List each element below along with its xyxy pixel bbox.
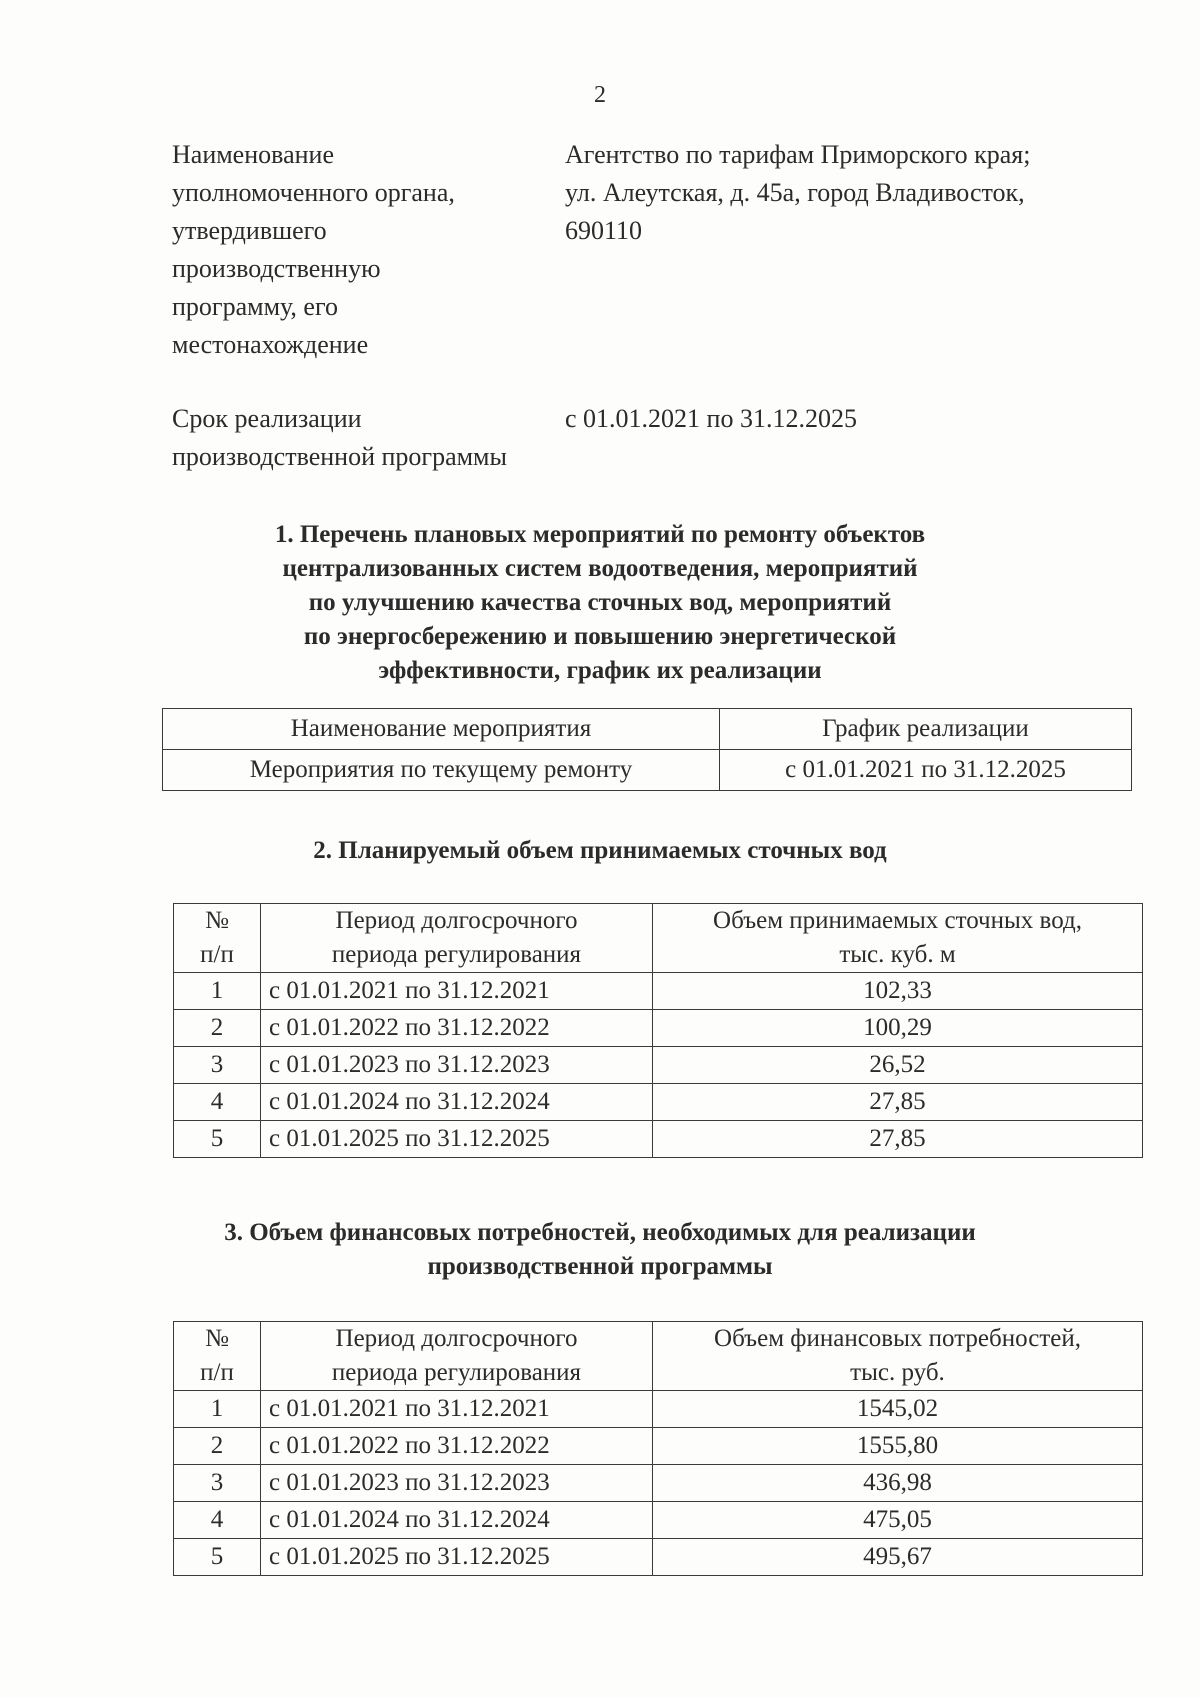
row-period: с 01.01.2021 по 31.12.2021 (261, 973, 653, 1010)
authority-label: Наименование уполномоченного органа, утвердившего производственную программу, его местонахождение (172, 140, 455, 359)
row-value: 475,05 (653, 1502, 1143, 1539)
header-number: № п/п (174, 904, 261, 973)
financial-needs-table (173, 1321, 1143, 1576)
table-row (174, 1502, 1143, 1539)
row-number: 3 (174, 1047, 261, 1084)
table-row (174, 1465, 1143, 1502)
header-volume: Объем принимаемых сточных вод, тыс. куб. м (653, 904, 1143, 973)
table-header-row (174, 904, 1143, 973)
row-value: 27,85 (653, 1121, 1143, 1158)
row-number: 2 (174, 1010, 261, 1047)
header-period: Период долгосрочного периода регулирования (261, 904, 653, 973)
schedule-cell: с 01.01.2021 по 31.12.2025 (720, 750, 1132, 791)
row-value: 26,52 (653, 1047, 1143, 1084)
header-event-name: Наименование мероприятия (163, 709, 720, 750)
table-row (174, 1010, 1143, 1047)
table-header-row (174, 1322, 1143, 1391)
row-period: с 01.01.2022 по 31.12.2022 (261, 1010, 653, 1047)
table-row (174, 1084, 1143, 1121)
row-period: с 01.01.2022 по 31.12.2022 (261, 1428, 653, 1465)
term-value: с 01.01.2021 по 31.12.2025 (565, 404, 857, 433)
row-period: с 01.01.2024 по 31.12.2024 (261, 1084, 653, 1121)
table-row (174, 1047, 1143, 1084)
wastewater-volume-table (173, 903, 1143, 1158)
row-period: с 01.01.2023 по 31.12.2023 (261, 1465, 653, 1502)
page-number: 2 (594, 82, 606, 108)
section1-title: 1. Перечень плановых мероприятий по ремонту объектов централизованных систем водоотведения, мероприятий по улучшению качества сточных вод, мероприятий по энергосбережению и повышению энергетической эффективности, график их реализации (274, 521, 926, 684)
row-number: 5 (174, 1539, 261, 1576)
table-row (174, 1121, 1143, 1158)
row-number: 5 (174, 1121, 261, 1158)
table-row (174, 1391, 1143, 1428)
section2-title: 2. Планируемый объем принимаемых сточных вод (313, 837, 887, 864)
table-header-row (163, 709, 1132, 750)
row-value: 436,98 (653, 1465, 1143, 1502)
term-label: Срок реализации производственной программы (172, 404, 507, 471)
header-number: № п/п (174, 1322, 261, 1391)
header-schedule: График реализации (720, 709, 1132, 750)
row-period: с 01.01.2025 по 31.12.2025 (261, 1121, 653, 1158)
table-row (174, 1428, 1143, 1465)
table-row (174, 1539, 1143, 1576)
row-number: 2 (174, 1428, 261, 1465)
header-period: Период долгосрочного периода регулирования (261, 1322, 653, 1391)
row-value: 102,33 (653, 973, 1143, 1010)
row-value: 495,67 (653, 1539, 1143, 1576)
table-row (174, 973, 1143, 1010)
section3-title: 3. Объем финансовых потребностей, необходимых для реализации производственной программы (224, 1219, 976, 1280)
row-period: с 01.01.2023 по 31.12.2023 (261, 1047, 653, 1084)
row-number: 3 (174, 1465, 261, 1502)
authority-value: Агентство по тарифам Приморского края; ул. Алеутская, д. 45а, город Владивосток, 690110 (565, 140, 1031, 245)
row-period: с 01.01.2021 по 31.12.2021 (261, 1391, 653, 1428)
row-number: 1 (174, 1391, 261, 1428)
row-value: 100,29 (653, 1010, 1143, 1047)
row-period: с 01.01.2024 по 31.12.2024 (261, 1502, 653, 1539)
events-table (162, 708, 1132, 791)
event-name-cell: Мероприятия по текущему ремонту (163, 750, 720, 791)
table-row (163, 750, 1132, 791)
row-period: с 01.01.2025 по 31.12.2025 (261, 1539, 653, 1576)
row-number: 4 (174, 1502, 261, 1539)
row-value: 27,85 (653, 1084, 1143, 1121)
row-number: 1 (174, 973, 261, 1010)
row-value: 1545,02 (653, 1391, 1143, 1428)
row-number: 4 (174, 1084, 261, 1121)
row-value: 1555,80 (653, 1428, 1143, 1465)
header-financial-needs: Объем финансовых потребностей, тыс. руб. (653, 1322, 1143, 1391)
